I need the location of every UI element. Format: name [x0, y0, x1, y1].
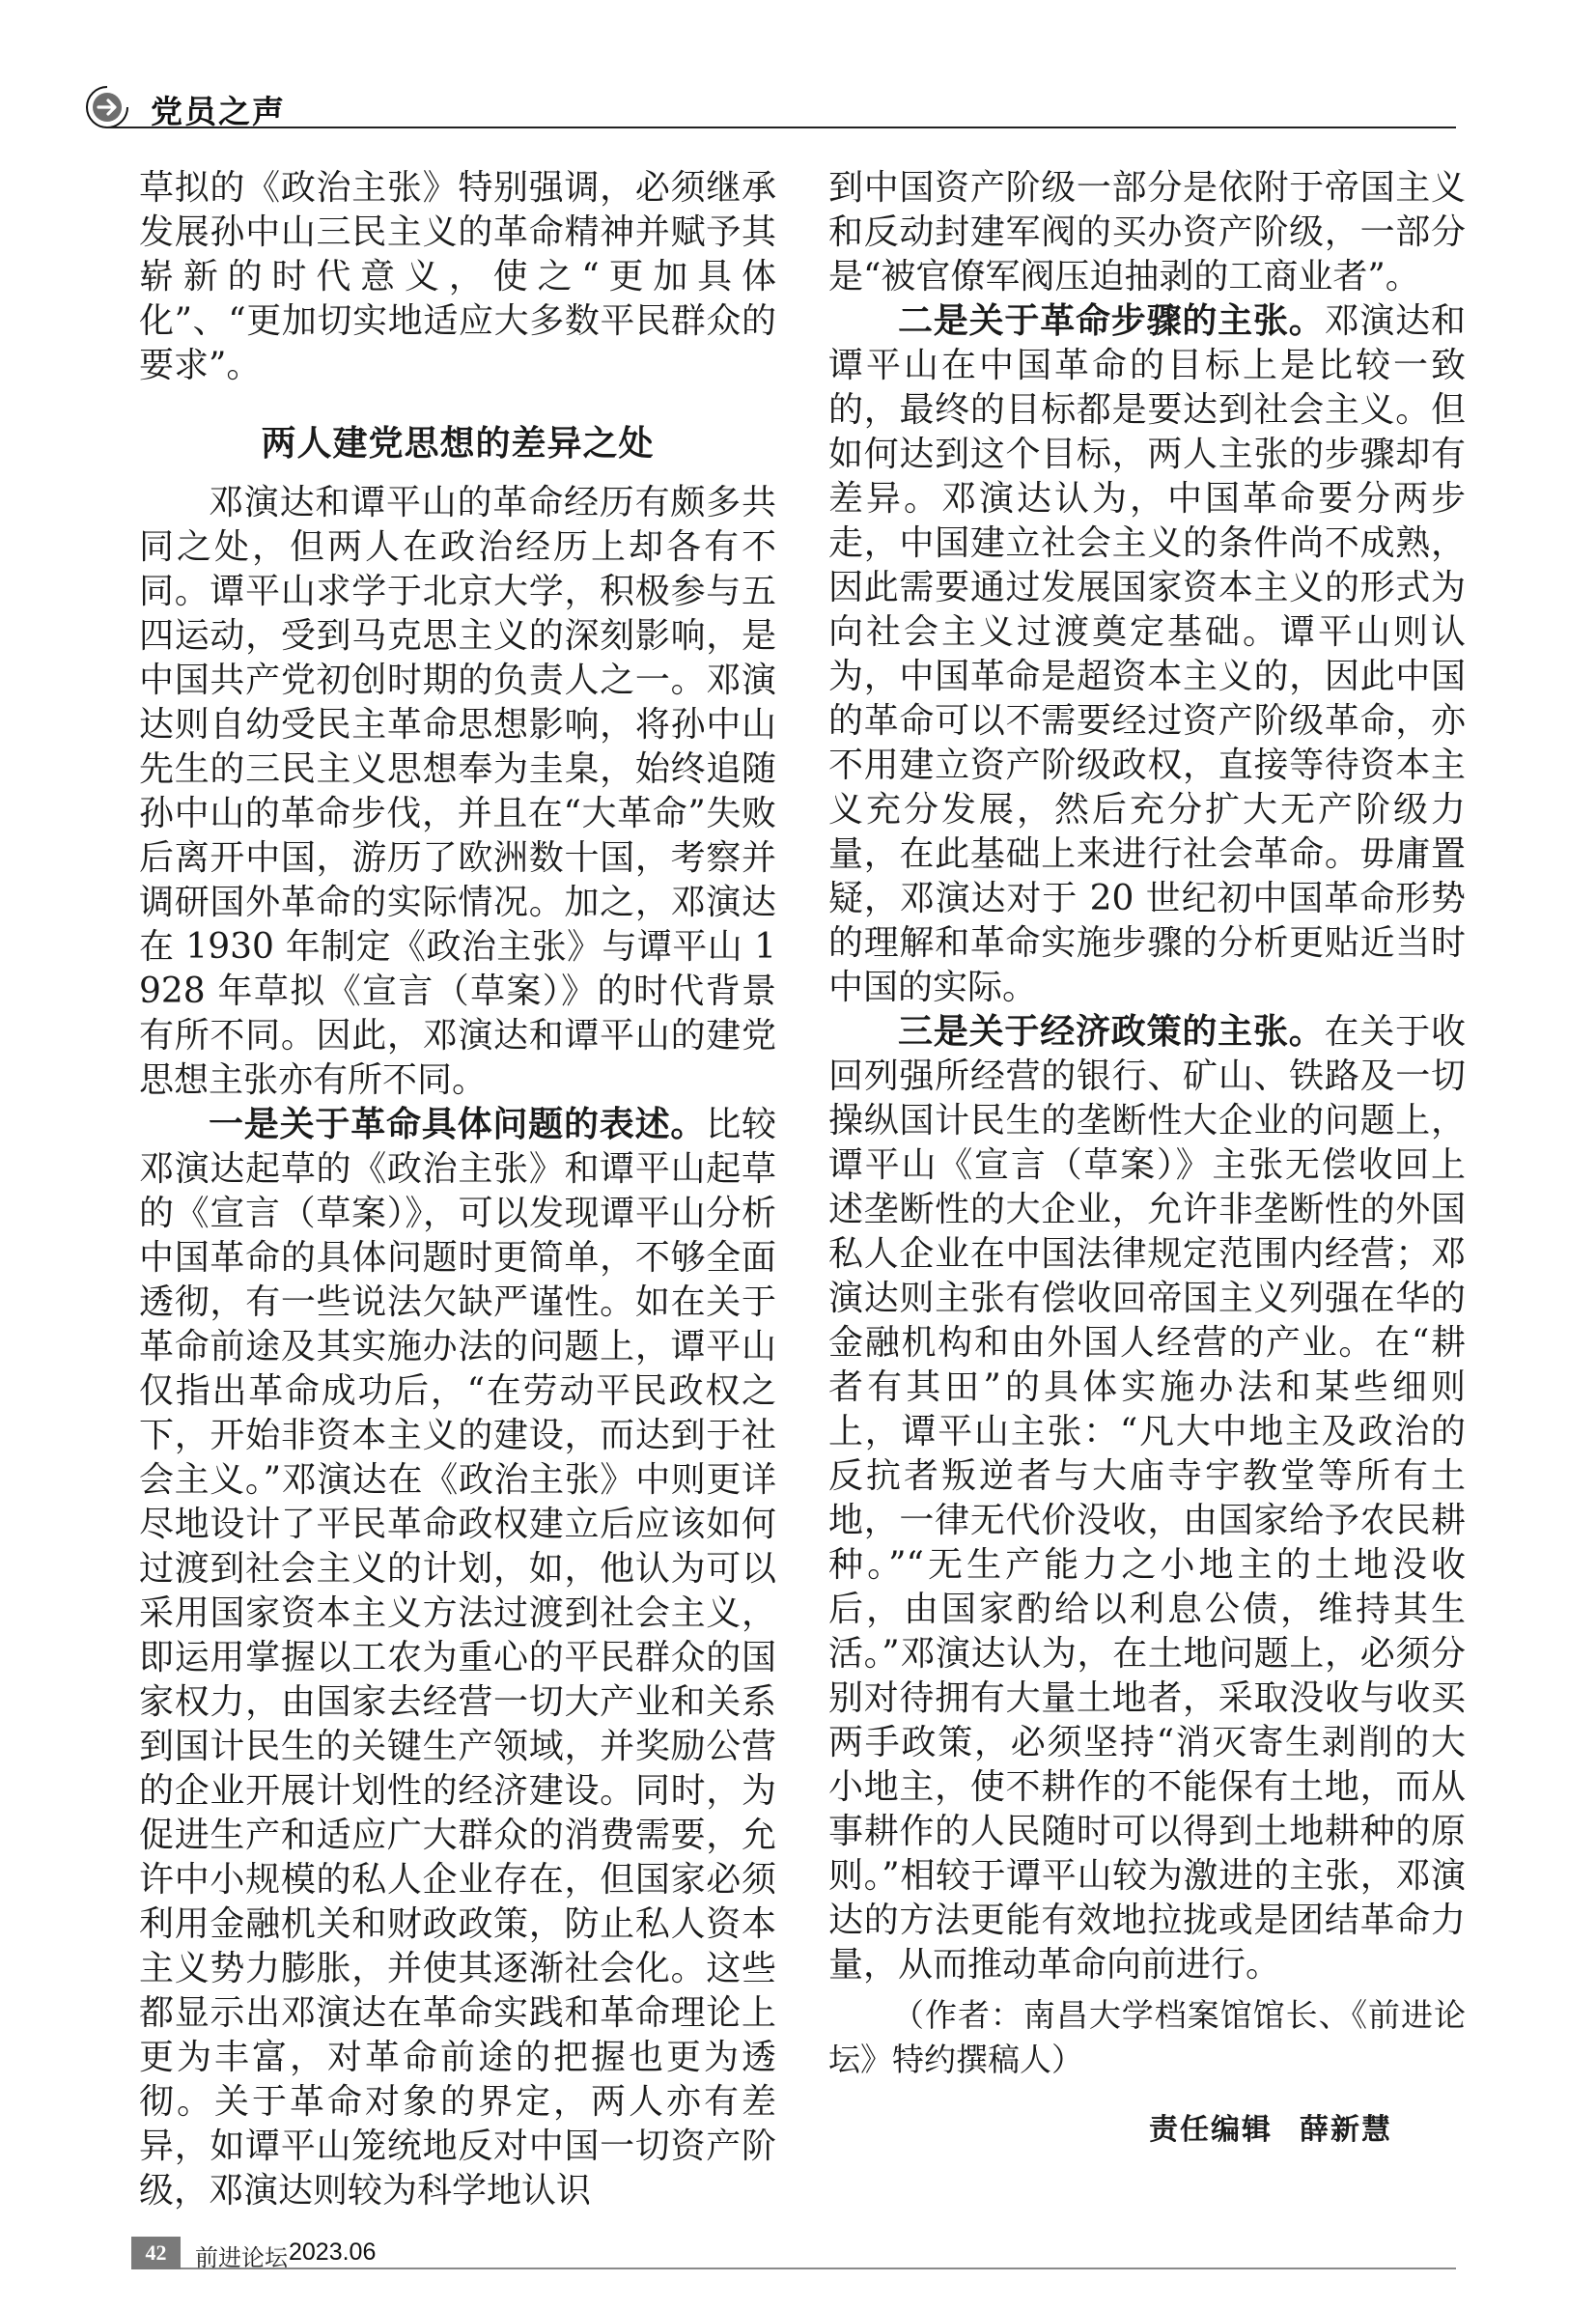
editor-label: 责任编辑 [1149, 2113, 1273, 2147]
issue-date: 2023.06 [289, 2239, 377, 2266]
paragraph-body: 在关于收回列强所经营的银行、矿山、铁路及一切操纵国计民生的垄断性大企业的问题上，谭平山《宣言（草案）》主张无偿收回上述垄断性的大企业，允许非垄断性的外国私人企业在中国法律规定范围内经营；邓演达则主张有偿收回帝国主义列强在华的金融机构和由外国人经营的产业。在“耕者有其田”的具体实施办法和某些细则上，谭平山主张：“凡大中地主及政治的反抗者叛逆者与大庙寺宇教堂等所有土地，一律无代价没收，由国家给予农民耕种。”“无生产能力之小地主的土地没收后，由国家酌给以利息公债，维持其生活。”邓演达认为，在土地问题上，必须分别对待拥有大量土地者，采取没收与收买两手政策，必须坚持“消灭寄生剥削的大小地主，使不耕作的不能保有土地，而从事耕作的人民随时可以得到土地耕种的原则。”相较于谭平山较为激进的主张，邓演达的方法更能有效地拉拢或是团结革命力量，从而推动革命向前进行。 [828, 1012, 1466, 1985]
paragraph [828, 1010, 1466, 1987]
right-column [828, 166, 1466, 2082]
paragraph [139, 1103, 776, 2213]
header-rule [106, 127, 1456, 128]
paragraph-lead: 二是关于革命步骤的主张。 [898, 301, 1325, 341]
paragraph [828, 299, 1466, 1010]
editor-name: 薛新慧 [1300, 2113, 1392, 2147]
responsible-editor [1149, 2105, 1392, 2148]
page-footer [131, 2237, 1456, 2271]
section-title: 党员之声 [151, 93, 286, 130]
paragraph: 邓演达和谭平山的革命经历有颇多共同之处，但两人在政治经历上却各有不同。谭平山求学于北京大学，积极参与五四运动，受到马克思主义的深刻影响，是中国共产党初创时期的负责人之一。邓演达则自幼受民主革命思想影响，将孙中山先生的三民主义思想奉为圭臬，始终追随孙中山的革命步伐，并且在“大革命”失败后离开中国，游历了欧洲数十国，考察并调研国外革命的实际情况。加之，邓演达在 1930 年制定《政治主张》与谭平山 1928 年草拟《宣言（草案）》的时代背景有所不同。因此，邓演达和谭平山的建党思想主张亦有所不同。 [139, 483, 776, 1100]
paragraph-body: 邓演达和谭平山在中国革命的目标上是比较一致的，最终的目标都是要达到社会主义。但如何达到这个目标，两人主张的步骤却有差异。邓演达认为，中国革命要分两步走，中国建立社会主义的条件尚不成熟，因此需要通过发展国家资本主义的形式为向社会主义过渡奠定基础。谭平山则认为，中国革命是超资本主义的，因此中国的革命可以不需要经过资产阶级革命，亦不用建立资产阶级政权，直接等待资本主义充分发展，然后充分扩大无产阶级力量，在此基础上来进行社会革命。毋庸置疑，邓演达对于 20 世纪初中国革命形势的理解和革命实施步骤的分析更贴近当时中国的实际。 [828, 301, 1466, 1007]
paragraph-body: 比较邓演达起草的《政治主张》和谭平山起草的《宣言（草案）》，可以发现谭平山分析中国革命的具体问题时更简单，不够全面透彻，有一些说法欠缺严谨性。如在关于革命前途及其实施办法的问题上，谭平山仅指出革命成功后，“在劳动平民政权之下，开始非资本主义的建设，而达到于社会主义。”邓演达在《政治主张》中则更详尽地设计了平民革命政权建立后应该如何过渡到社会主义的计划，如，他认为可以采用国家资本主义方法过渡到社会主义，即运用掌握以工农为重心的平民群众的国家权力，由国家去经营一切大产业和关系到国计民生的关键生产领域，并奖励公营的企业开展计划性的经济建设。同时，为促进生产和适应广大群众的消费需要，允许中小规模的私人企业存在，但国家必须利用金融机关和财政政策，防止私人资本主义势力膨胀，并使其逐渐社会化。这些都显示出邓演达在革命实践和革命理论上更为丰富，对革命前途的把握也更为透彻。关于革命对象的界定，两人亦有差异，如谭平山笼统地反对中国一切资产阶级，邓演达则较为科学地认识 [139, 1105, 776, 2211]
magazine-name: 前进论坛 [195, 2244, 288, 2271]
paragraph-lead: 一是关于革命具体问题的表述。 [209, 1105, 707, 1144]
left-column [139, 166, 776, 2213]
page-number: 42 [131, 2237, 181, 2269]
paragraph-continued: 到中国资产阶级一部分是依附于帝国主义和反动封建军阀的买办资产阶级，一部分是“被官僚军阀压迫抽剥的工商业者”。 [828, 168, 1466, 296]
paragraph-lead: 三是关于经济政策的主张。 [898, 1012, 1325, 1052]
page-header [85, 85, 1456, 129]
section-heading: 两人建党思想的差异之处 [261, 423, 655, 464]
author-note: （作者：南昌大学档案馆馆长、《前进论坛》特约撰稿人） [828, 1996, 1466, 2078]
footer-rule [181, 2268, 1456, 2269]
paragraph-continued: 草拟的《政治主张》特别强调，必须继承发展孙中山三民主义的革命精神并赋予其崭新的时代意义，使之“更加具体化”、“更加切实地适应大多数平民群众的要求”。 [139, 168, 776, 385]
arrow-right-circle-icon [85, 85, 129, 129]
